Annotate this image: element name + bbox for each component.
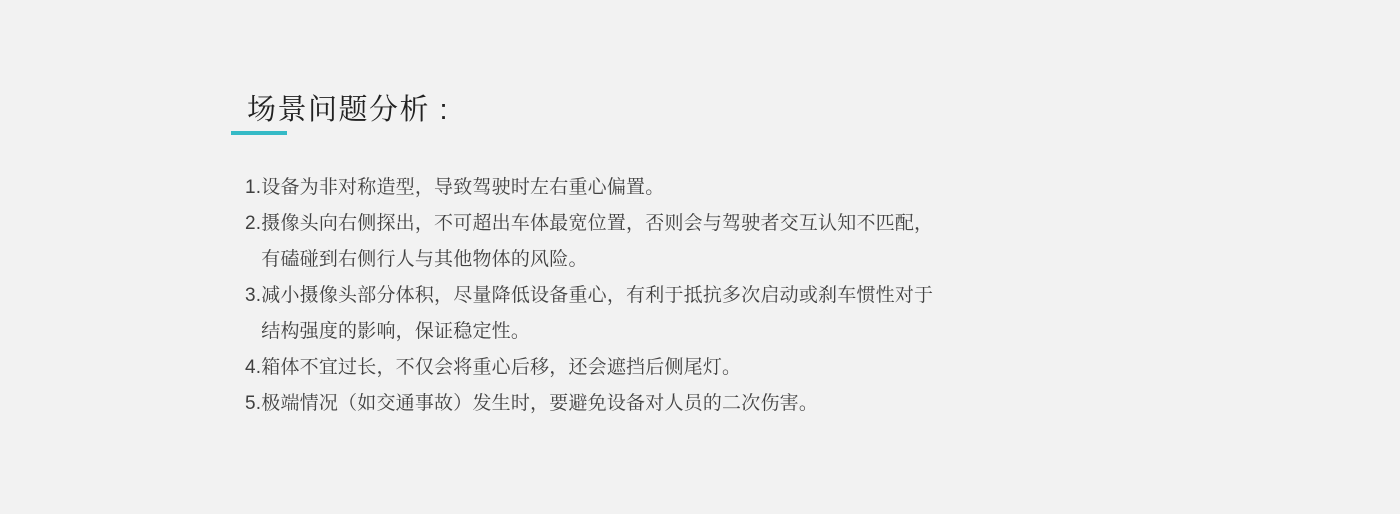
list-item: [245, 386, 933, 422]
list-item-line: 设备为非对称造型，导致驾驶时左右重心偏置。: [261, 177, 665, 198]
list-item-line: 摄像头向右侧探出，不可超出车体最宽位置，否则会与驾驶者交互认知不匹配，: [261, 213, 934, 234]
list-item: [245, 350, 933, 386]
list-item: [245, 206, 933, 278]
list-item: [245, 170, 933, 206]
list-item: [245, 278, 933, 350]
list-item-number: 1.: [245, 177, 262, 198]
list-item-number: 3.: [245, 285, 262, 306]
list-item-line: 有磕碰到右侧行人与其他物体的风险。: [261, 249, 588, 270]
list-item-line: 减小摄像头部分体积，尽量降低设备重心，有利于抵抗多次启动或刹车惯性对于: [261, 285, 934, 306]
list-item-line: 极端情况（如交通事故）发生时，要避免设备对人员的二次伤害。: [261, 393, 819, 414]
list-item-text: [261, 170, 664, 206]
list-item-number: 2.: [245, 213, 262, 234]
list-item-text: [261, 278, 933, 350]
list-item-number: 4.: [245, 357, 262, 378]
title-accent-underline: [231, 131, 287, 135]
list-item-line: 结构强度的影响，保证稳定性。: [261, 321, 531, 342]
list-item-number: 5.: [245, 393, 262, 414]
list-item-line: 箱体不宜过长，不仅会将重心后移，还会遮挡后侧尾灯。: [261, 357, 742, 378]
list-item-text: [261, 386, 818, 422]
page-title: 场景问题分析 :: [247, 94, 450, 126]
list-item-text: [261, 350, 741, 386]
list-item-text: [261, 206, 933, 278]
analysis-list: [245, 170, 933, 422]
